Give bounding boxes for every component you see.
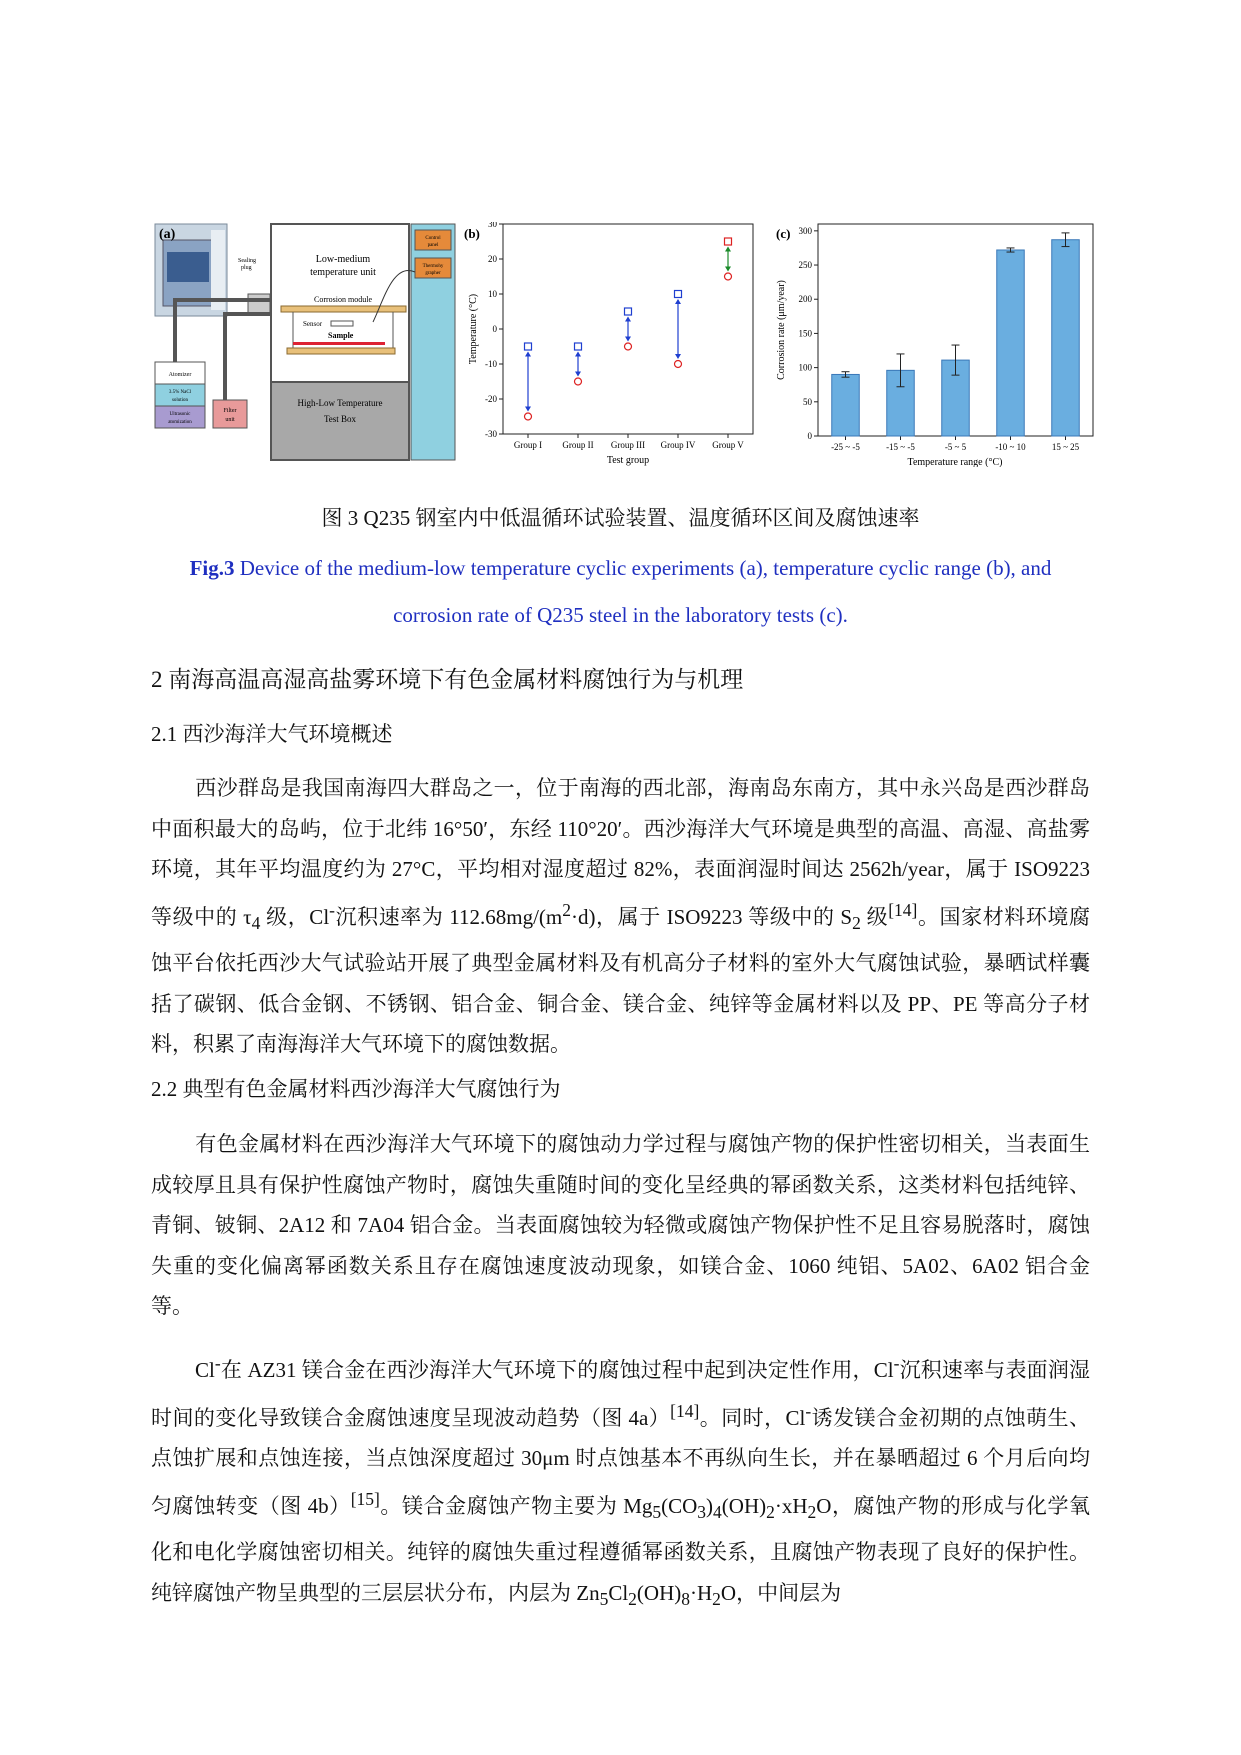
b-point-upper-3 [675,291,682,298]
c-bar-3 [997,250,1025,436]
section-2-2-heading: 2.2 典型有色金属材料西沙海洋大气腐蚀行为 [151,1077,561,1101]
citation-14b: [14] [670,1400,700,1421]
c-xtick-label-2: -5 ~ 5 [944,442,967,452]
sensor-label: Sensor [303,320,323,328]
plug-label-2: plug [241,265,252,271]
panel-a-diagram [153,222,458,467]
figure-caption-cn: 图 3 Q235 钢室内中低温循环试验装置、温度循环区间及腐蚀速率 [321,506,920,530]
panel-c-chart [758,222,1098,467]
c-ytick-label-2: 100 [798,362,812,373]
c-ytick-label-4: 200 [798,294,812,305]
b-arrow-up-3 [675,299,681,304]
panel-b-ylabel: Temperature (°C) [468,293,479,365]
control-label-1: Control [425,236,441,241]
b-ytick-label-2: -10 [485,359,497,369]
c-xtick-label-0: -25 ~ -5 [831,442,860,452]
b-point-upper-1 [575,343,582,350]
panel-a-label: (a) [159,227,176,242]
b-point-upper-4 [725,238,732,245]
b-point-lower-2 [625,343,632,350]
c-xtick-label-3: -10 ~ 10 [995,442,1026,452]
filter-label-2: unit [225,417,235,423]
b-point-lower-0 [525,413,532,420]
unit-title-1: Low-medium [315,254,371,265]
thermo-label-1: Thermohy [422,264,444,269]
b-arrow-down-3 [675,354,681,359]
b-xtick-label-2: Group III [610,440,646,450]
b-arrow-down-1 [575,372,581,377]
figure-caption-en [151,545,1090,639]
b-point-upper-0 [525,343,532,350]
c-xtick-label-1: -15 ~ -5 [886,442,915,452]
b-point-lower-4 [725,273,732,280]
b-ytick-label-5: 20 [488,254,497,264]
panel-b-label: (b) [464,226,480,241]
c-ytick-label-0: 0 [807,431,812,441]
b-point-lower-1 [575,378,582,385]
paragraph-2-2-b: Cl-在 AZ31 镁合金在西沙海洋大气环境下的腐蚀过程中起到决定性作用，Cl-沉积速率与表面润湿时间的变化导致镁合金腐蚀速度呈现波动趋势（图 4a）[14]。同时，Cl-诱发镁合金初期的点蚀萌生、点蚀扩展和点蚀连接，当点蚀深度超过 30μm 时点蚀基本不再纵向生长，并在暴晒超过 6 个月后向均匀腐蚀转变（图 4b）[15]。镁合金腐蚀产物主要为 $Mg_5(CO_3)_4(OH)_2\cdot xH_2O$，腐蚀产物的形成与化学氧化和电化学腐蚀密切相关。纯锌的腐蚀失重过程遵循幂函数关系，且腐蚀产物表现了良好的保护性。纯锌腐蚀产物呈典型的三层层状分布，内层为 $Zn_5Cl_2(OH)_8\cdot H_2O$，中间层为 [151,1353,1091,1609]
b-point-lower-3 [675,361,682,368]
panel-b-chart [458,222,758,467]
ultra-label-2: atomization [168,420,192,425]
b-arrow-up-0 [525,352,531,357]
b-arrow-down-0 [525,407,531,412]
c-ytick-label-3: 150 [798,328,812,339]
b-xtick-label-3: Group IV [660,440,696,450]
panel-c-xlabel: Temperature range (°C) [907,457,1003,467]
citation-15: [15] [350,1488,380,1509]
b-ytick-label-1: -20 [485,394,497,404]
panel-c-label: (c) [776,226,791,241]
c-ytick-label-5: 250 [798,260,812,271]
figure-3 [153,222,1098,467]
b-xtick-label-4: Group V [712,440,744,450]
figure-caption-en-text: Device of the medium-low temperature cyclic experiments (a), temperature cyclic range (b), and corrosion rate of Q235 steel in the laboratory tests (c). [234,556,1052,627]
b-xtick-label-0: Group I [513,440,543,450]
b-ytick-label-0: -30 [485,429,497,439]
b-ytick-label-3: 0 [492,324,497,334]
corrosion-module-label: Corrosion module [314,295,372,304]
test-box-label-2: Test Box [323,414,357,424]
sample-label: Sample [328,331,354,340]
b-arrow-up-1 [575,352,581,357]
b-point-upper-2 [625,308,632,315]
c-ytick-label-1: 50 [803,396,812,407]
nacl-label-2: solution [171,398,189,403]
plug-label-1: Sealing [238,258,256,264]
filter-label-1: Filter [223,408,237,414]
section-2-1-heading: 2.1 西沙海洋大气环境概述 [151,722,393,746]
panel-c-ylabel: Corrosion rate (μm/year) [776,280,787,380]
panel-b-xlabel: Test group [606,455,650,466]
paragraph-2-1: 西沙群岛是我国南海四大群岛之一，位于南海的西北部，海南岛东南方，其中永兴岛是西沙群岛中面积最大的岛屿，位于北纬 16°50′，东经 110°20′。西沙海洋大气环境是典型的高温、高湿、高盐雾环境，其年平均温度约为 27°C，平均相对湿度超过 82%，表面润湿时间达 2562h/year，属于 ISO9223 等级中的 $\tau_4$ 级，Cl-沉积速率为 $112.68mg/(m^2\cdot d)$，属于 ISO9223 等级中的 $S_2$ 级[14]。国家材料环境腐蚀平台依托西沙大气试验站开展了典型金属材料及有机高分子材料的室外大气腐蚀试验，暴晒试样囊括了碳钢、低合金钢、不锈钢、铝合金、铜合金、镁合金、纯锌等金属材料以及 PP、PE 等高分子材料，积累了南海海洋大气环境下的腐蚀数据。 [151,776,1090,1057]
control-label-2: panel [427,243,439,248]
c-bar-4 [1052,240,1080,436]
c-bar-0 [832,374,860,436]
b-arrow-up-2 [625,317,631,322]
atomizer-label: Atomizer [168,372,192,378]
ultra-label-1: Ultrasonic [169,412,191,417]
citation-14: [14] [888,899,918,920]
b-arrow-down-4 [725,267,731,272]
figure-caption-label: Fig.3 [189,556,235,580]
section-2-heading: 2 南海高温高湿高盐雾环境下有色金属材料腐蚀行为与机理 [151,667,744,692]
b-ytick-label-4: 10 [488,289,497,299]
b-arrow-up-4 [725,247,731,252]
c-ytick-label-6: 300 [798,225,812,236]
b-xtick-label-1: Group II [562,440,594,450]
nacl-label-1: 3.5% NaCl [168,390,192,395]
b-ytick-label-6: 30 [488,222,497,229]
b-arrow-down-2 [625,337,631,342]
thermo-label-2: grapher [425,271,441,276]
test-box-label-1: High-Low Temperature [297,398,383,408]
c-xtick-label-4: 15 ~ 25 [1051,442,1080,452]
paragraph-2-2-a: 有色金属材料在西沙海洋大气环境下的腐蚀动力学过程与腐蚀产物的保护性密切相关，当表面生成较厚且具有保护性腐蚀产物时，腐蚀失重随时间的变化呈经典的幂函数关系，这类材料包括纯锌、青铜、铍铜、2A12 和 7A04 铝合金。当表面腐蚀较为轻微或腐蚀产物保护性不足且容易脱落时，腐蚀失重的变化偏离幂函数关系且存在腐蚀速度波动现象，如镁合金、1060 纯铝、5A02、6A02 铝合金等。 [151,1132,1090,1318]
unit-title-2: temperature unit [310,267,376,278]
